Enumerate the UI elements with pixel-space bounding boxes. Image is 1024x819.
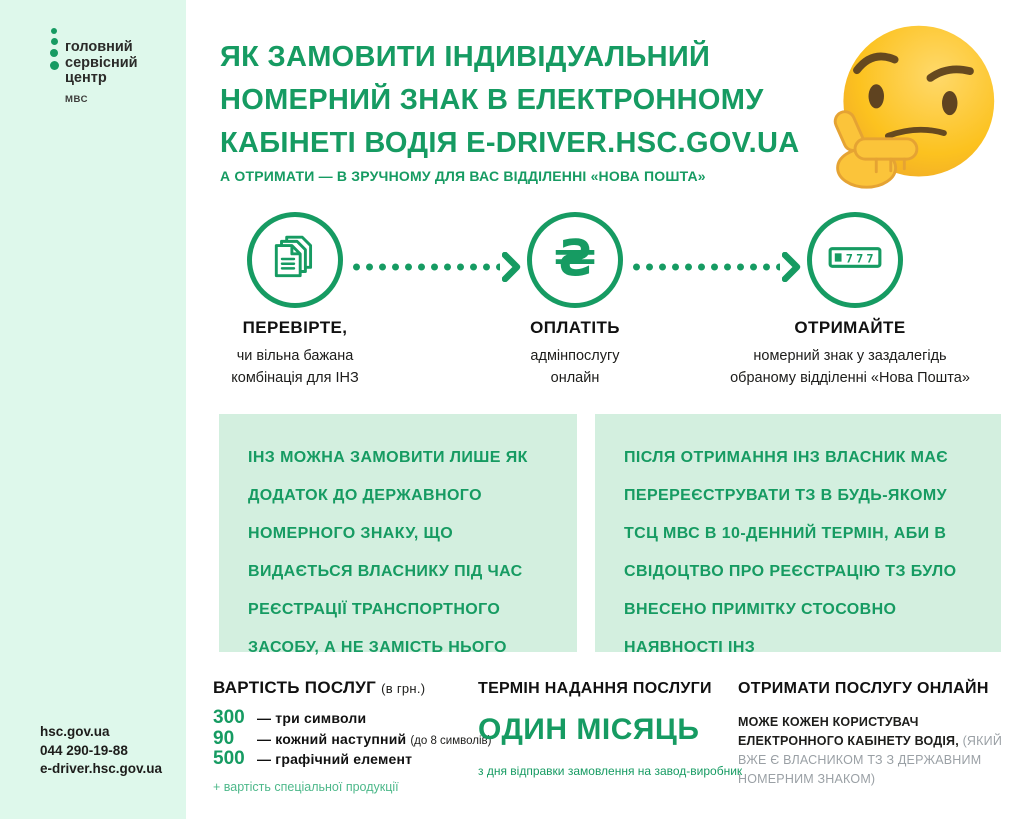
term-note: з дня відправки замовлення на завод-виробник bbox=[478, 764, 743, 778]
step-3-circle bbox=[807, 212, 903, 308]
arrow-dots bbox=[350, 263, 500, 271]
online-text-light: (ЯКИЙ ВЖЕ Є ВЛАСНИКОМ ТЗ З ДЕРЖАВНИМ НОМЕРНИМ ЗНАКОМ) bbox=[738, 734, 1003, 786]
page-title bbox=[220, 36, 800, 165]
sidebar bbox=[0, 0, 186, 819]
info-box-right: ПІСЛЯ ОТРИМАННЯ ІНЗ ВЛАСНИК МАЄ ПЕРЕРЕЄСТРУВАТИ ТЗ В БУДЬ-ЯКОМУ ТСЦ МВС В 10-ДЕННИЙ ТЕРМІН, АБИ В СВІДОЦТВО ПРО РЕЄСТРАЦІЮ ТЗ БУЛО ВНЕСЕНО ПРИМІТКУ СТОСОВНО НАЯВНОСТІ ІНЗ bbox=[595, 414, 1001, 652]
license-plate-icon bbox=[826, 231, 884, 290]
online-section bbox=[738, 680, 1024, 789]
price-label: — кожний наступний bbox=[257, 730, 407, 747]
price-value: 90 bbox=[213, 727, 235, 749]
price-value: 500 bbox=[213, 748, 245, 769]
online-title: ОТРИМАТИ ПОСЛУГУ ОНЛАЙН bbox=[738, 680, 989, 697]
phone-number: 044 290-19-88 bbox=[40, 742, 128, 758]
contact-block bbox=[40, 723, 162, 779]
term-title: ТЕРМІН НАДАННЯ ПОСЛУГИ bbox=[478, 680, 712, 697]
thinking-face-emoji-icon bbox=[815, 18, 1011, 192]
price-row bbox=[213, 707, 491, 728]
step-3-label bbox=[720, 318, 980, 389]
hsc-logo bbox=[65, 40, 138, 107]
documents-icon bbox=[268, 231, 322, 290]
svg-text:777: 777 bbox=[845, 251, 877, 266]
price-label: — три символи bbox=[257, 710, 367, 726]
price-value: 300 bbox=[213, 707, 245, 728]
logo-line-2: сервісний bbox=[65, 54, 138, 71]
hsc-logo-dots-icon bbox=[48, 28, 60, 70]
price-row bbox=[213, 748, 491, 769]
step-1-circle bbox=[247, 212, 343, 308]
title-line-1: ЯК ЗАМОВИТИ ІНДИВІДУАЛЬНИЙ bbox=[220, 41, 711, 73]
arrow-chevron-icon bbox=[782, 252, 802, 282]
price-list bbox=[213, 707, 491, 769]
price-row bbox=[213, 728, 491, 749]
website-url: hsc.gov.ua bbox=[40, 724, 110, 739]
step-1-title: ПЕРЕВІРТЕ, bbox=[242, 318, 348, 337]
pricing-title bbox=[213, 678, 491, 698]
term-section bbox=[478, 680, 742, 778]
pricing-footnote: + вартість спеціальної продукції bbox=[213, 779, 399, 794]
pricing-section bbox=[213, 678, 491, 794]
price-note: (до 8 символів) bbox=[410, 734, 492, 747]
page-subtitle: А ОТРИМАТИ — В ЗРУЧНОМУ ДЛЯ ВАС ВІДДІЛЕННІ «НОВА ПОШТА» bbox=[220, 168, 706, 184]
price-label: — графічний елемент bbox=[257, 751, 413, 767]
pricing-title-text: ВАРТІСТЬ ПОСЛУГ bbox=[213, 678, 377, 697]
title-line-2: НОМЕРНИЙ ЗНАК В ЕЛЕКТРОННОМУ bbox=[220, 84, 764, 116]
dotted-arrow-icon bbox=[630, 252, 802, 282]
hryvnia-icon bbox=[548, 231, 602, 290]
arrow-chevron-icon bbox=[502, 252, 522, 282]
step-1-label bbox=[220, 318, 370, 389]
step-2-title: ОПЛАТІТЬ bbox=[530, 318, 620, 337]
term-value: ОДИН МІСЯЦЬ bbox=[478, 713, 700, 746]
svg-text:₴: ₴ bbox=[553, 230, 597, 285]
online-text-bold: МОЖЕ КОЖЕН КОРИСТУВАЧ ЕЛЕКТРОННОГО КАБІНЕТУ ВОДІЯ, bbox=[738, 715, 963, 748]
step-1-text: чи вільна бажана комбінація для ІНЗ bbox=[231, 348, 359, 386]
info-box-left: ІНЗ МОЖНА ЗАМОВИТИ ЛИШЕ ЯК ДОДАТОК ДО ДЕРЖАВНОГО НОМЕРНОГО ЗНАКУ, ЩО ВИДАЄТЬСЯ ВЛАСНИКУ ПІД ЧАС РЕЄСТРАЦІЇ ТРАНСПОРТНОГО ЗАСОБУ, А НЕ ЗАМІСТЬ НЬОГО bbox=[219, 414, 577, 652]
edriver-url: e-driver.hsc.gov.ua bbox=[40, 761, 163, 776]
dotted-arrow-icon bbox=[350, 252, 522, 282]
step-3-text: номерний знак у заздалегідь обраному відділенні «Нова Пошта» bbox=[730, 348, 970, 386]
step-2-text: адмінпослугу онлайн bbox=[530, 348, 620, 386]
step-3-title: ОТРИМАЙТЕ bbox=[794, 318, 906, 337]
step-2-label bbox=[510, 318, 640, 389]
logo-line-1: головний bbox=[65, 39, 133, 55]
arrow-dots bbox=[630, 263, 780, 271]
title-line-3: КАБІНЕТІ ВОДІЯ E-DRIVER.HSC.GOV.UA bbox=[220, 127, 800, 159]
online-body bbox=[738, 713, 1024, 789]
logo-line-3: центр bbox=[65, 70, 107, 86]
logo-sub-mvs: МВС bbox=[65, 93, 89, 105]
step-2-circle bbox=[527, 212, 623, 308]
pricing-unit: (в грн.) bbox=[381, 681, 426, 696]
